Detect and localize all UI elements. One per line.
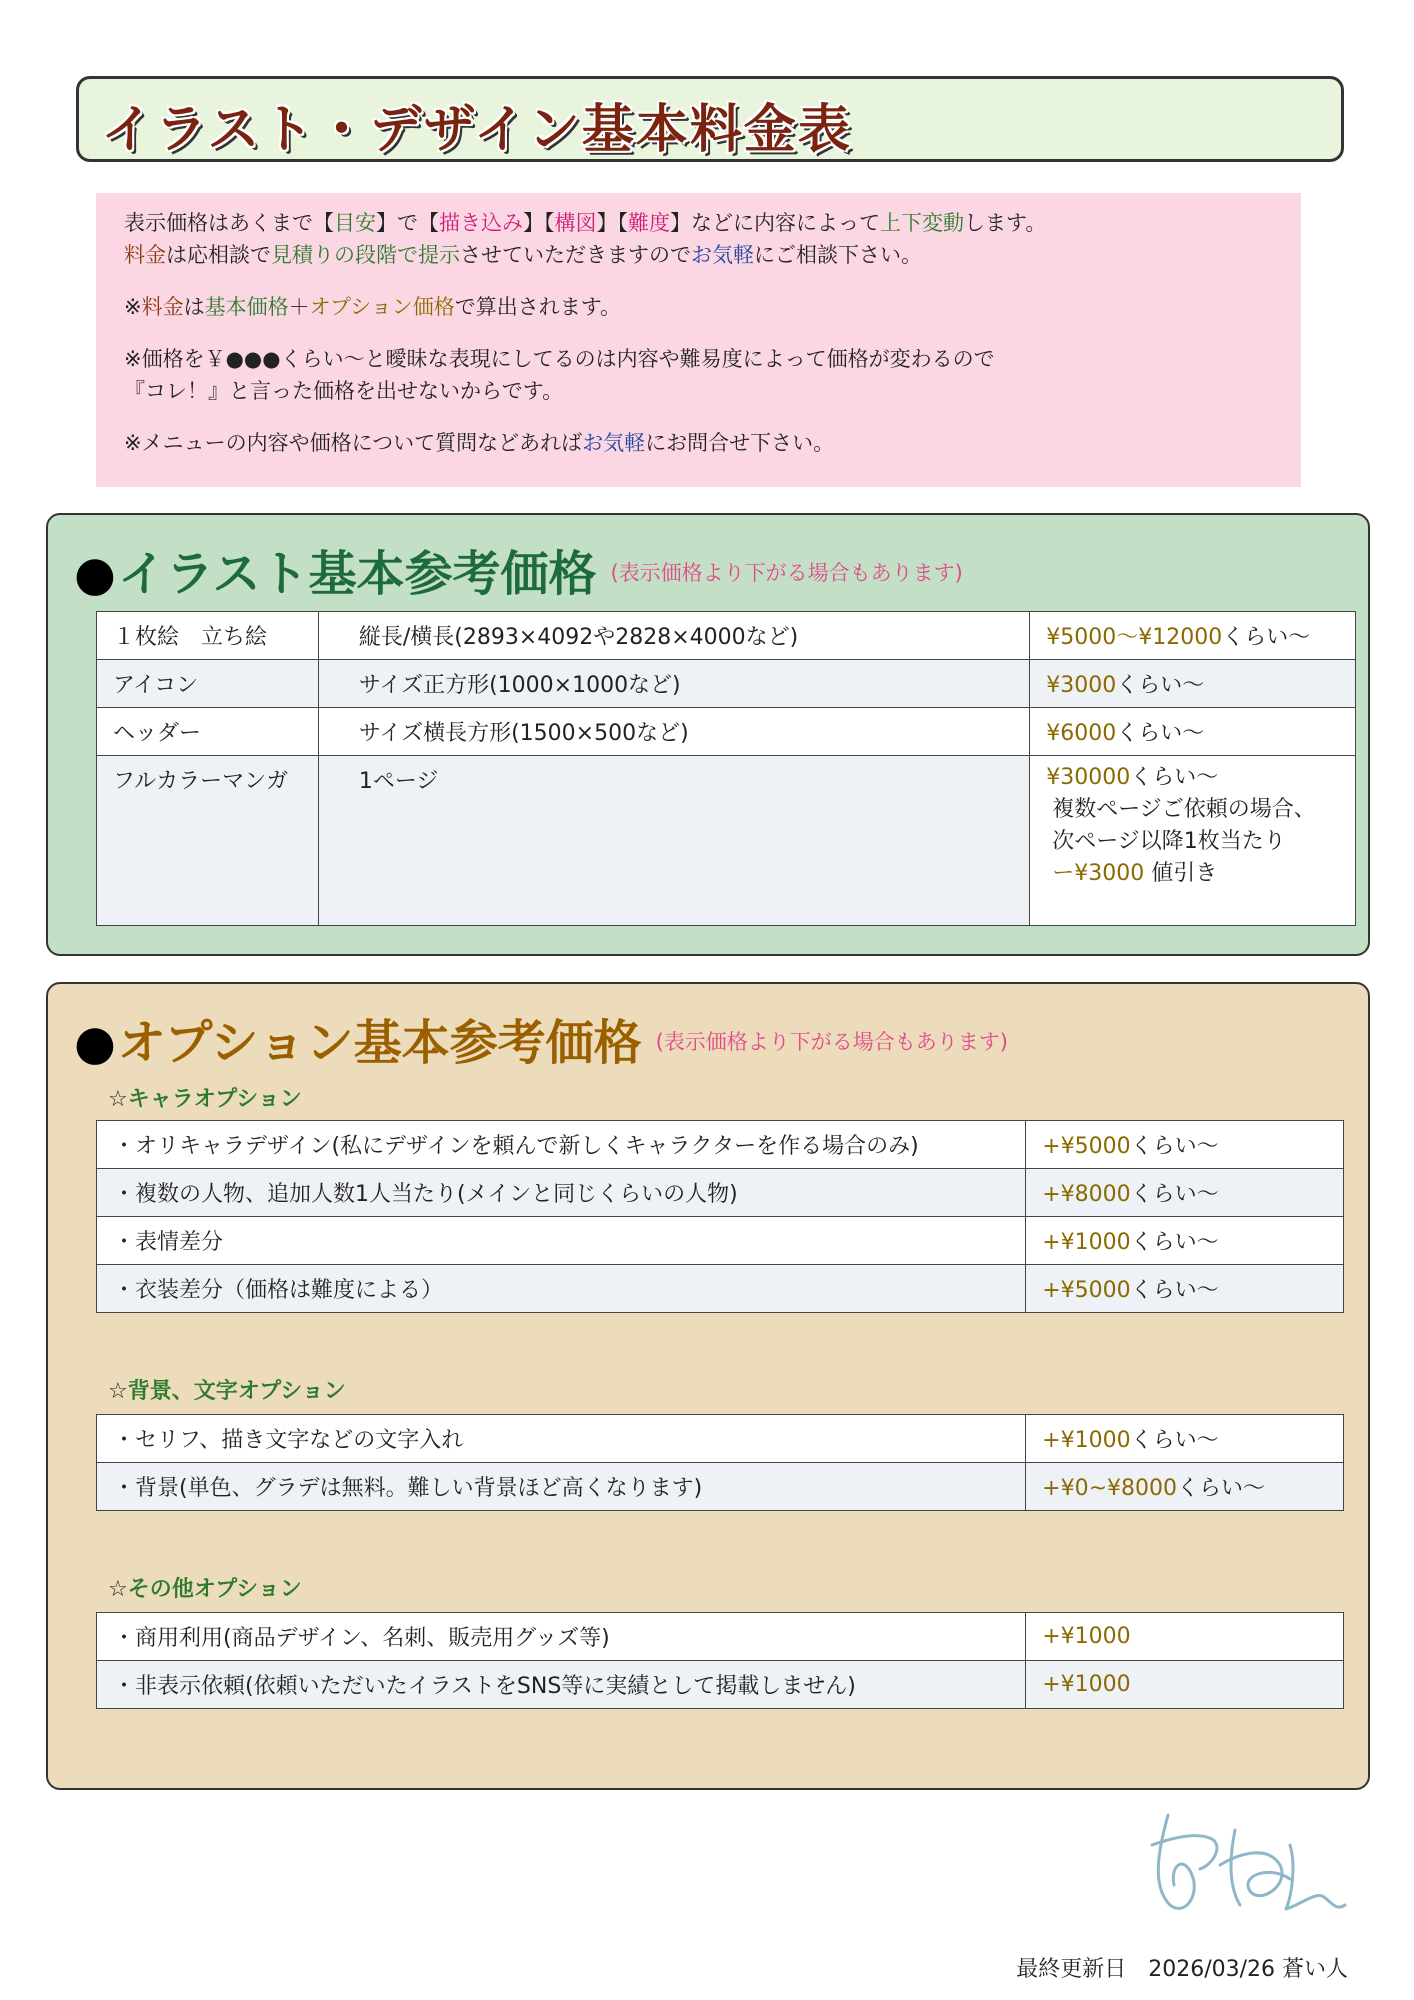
group-title-background: ☆背景、文字オプション [108, 1379, 346, 1404]
row-name: ・セリフ、描き文字などの文字入れ [97, 1415, 1026, 1463]
row-price: +¥1000 [1042, 1230, 1131, 1255]
row-name: ・表情差分 [97, 1217, 1026, 1265]
illust-price-table [96, 611, 1356, 926]
last-updated: 最終更新日 2026/03/26 蒼い人 [1016, 1957, 1348, 1982]
group-title-other: ☆その他オプション [108, 1577, 302, 1602]
notice-box [96, 193, 1301, 487]
row-price: +¥1000 [1042, 1672, 1131, 1697]
row-name: ・衣装差分（価格は難度による） [97, 1265, 1026, 1313]
notice-line-1: 表示価格はあくまで【目安】で【描き込み】【構図】【難度】などに内容によって上下変動します。 [124, 211, 1047, 235]
notice-line-3: ※料金は基本価格＋オプション価格で算出されます。 [124, 295, 622, 319]
row-price: ¥3000 [1046, 673, 1117, 698]
option-heading-note: (表示価格より下がる場合もあります) [655, 1030, 1008, 1054]
row-name: フルカラーマンガ [97, 756, 319, 926]
star-icon: ☆ [108, 1577, 128, 1602]
table-row: ・衣装差分（価格は難度による） +¥5000くらい～ [97, 1265, 1344, 1313]
row-note: 次ページ以降1枚当たり [1052, 829, 1286, 854]
row-name: ・商用利用(商品デザイン、名刺、販売用グッズ等) [97, 1613, 1026, 1661]
row-price: +¥5000 [1042, 1134, 1131, 1159]
option-heading: ●オプション基本参考価格 $^{(表示価格より下がる場合もあります)}$ [74, 1015, 1008, 1071]
discount-price: ー¥3000 [1052, 861, 1145, 886]
row-price: +¥1000 [1042, 1428, 1131, 1453]
group-title-chara: ☆キャラオプション [108, 1087, 302, 1112]
row-name: ・複数の人物、追加人数1人当たり(メインと同じくらいの人物) [97, 1169, 1026, 1217]
row-price: +¥8000 [1042, 1182, 1131, 1207]
title-banner [76, 76, 1344, 162]
row-desc: サイズ正方形(1000×1000など) [318, 660, 1029, 708]
notice-line-6: ※メニューの内容や価格について質問などあればお気軽にお問合せ下さい。 [124, 431, 835, 455]
illust-heading-note: (表示価格より下がる場合もあります) [610, 561, 963, 585]
row-name: １枚絵 立ち絵 [97, 612, 319, 660]
table-row: ・表情差分 +¥1000くらい～ [97, 1217, 1344, 1265]
table-row: アイコン サイズ正方形(1000×1000など) ¥3000くらい～ [97, 660, 1356, 708]
notice-line-4: ※価格を￥●●●くらい～と曖昧な表現にしてるのは内容や難易度によって価格が変わるので [124, 347, 995, 371]
illust-heading: ●イラスト基本参考価格 $^{(表示価格より下がる場合もあります)}$ [74, 546, 963, 602]
notice-line-5: 『コレ！』と言った価格を出せないからです。 [124, 379, 564, 403]
table-row [97, 1613, 1344, 1661]
row-note: 複数ページご依頼の場合、 [1052, 797, 1316, 822]
row-name: ヘッダー [97, 708, 319, 756]
row-name: ・背景(単色、グラデは無料。難しい背景ほど高くなります) [97, 1463, 1026, 1511]
row-desc: 1ページ [318, 756, 1029, 926]
row-desc: サイズ横長方形(1500×500など) [318, 708, 1029, 756]
star-icon: ☆ [108, 1379, 128, 1404]
row-desc: 縦長/横長(2893×4092や2828×4000など) [318, 612, 1029, 660]
table-row: ・背景(単色、グラデは無料。難しい背景ほど高くなります) +¥0~¥8000くらい～ [97, 1463, 1344, 1511]
notice-line-2: 料金は応相談で見積りの段階で提示させていただきますのでお気軽にご相談下さい。 [124, 243, 922, 267]
table-row: ・オリキャラデザイン(私にデザインを頼んで新しくキャラクターを作る場合のみ) +¥5000くらい～ [97, 1121, 1344, 1169]
row-price: ¥5000～¥12000 [1046, 625, 1223, 650]
chara-option-table [96, 1120, 1344, 1313]
page-title: イラスト・デザイン基本料金表 [101, 100, 852, 160]
table-row: ・セリフ、描き文字などの文字入れ +¥1000くらい～ [97, 1415, 1344, 1463]
row-name: ・非表示依頼(依頼いただいたイラストをSNS等に実績として掲載しません) [97, 1661, 1026, 1709]
signature-image [1140, 1805, 1360, 1935]
row-price: ¥6000 [1046, 721, 1117, 746]
table-row: ・複数の人物、追加人数1人当たり(メインと同じくらいの人物) +¥8000くらい～ [97, 1169, 1344, 1217]
table-row: フルカラーマンガ 1ページ ¥30000くらい～ 複数ページご依頼の場合、 次ページ以降1枚当たり ー¥3000 値引き [97, 756, 1356, 926]
row-name: ・オリキャラデザイン(私にデザインを頼んで新しくキャラクターを作る場合のみ) [97, 1121, 1026, 1169]
other-option-table [96, 1612, 1344, 1709]
star-icon: ☆ [108, 1087, 128, 1112]
table-row [97, 1661, 1344, 1709]
table-row: ヘッダー サイズ横長方形(1500×500など) ¥6000くらい～ [97, 708, 1356, 756]
row-price: ¥30000 [1046, 765, 1131, 790]
row-price: +¥0~¥8000 [1042, 1476, 1178, 1501]
row-price: +¥5000 [1042, 1278, 1131, 1303]
background-option-table [96, 1414, 1344, 1511]
row-name: アイコン [97, 660, 319, 708]
option-price-panel [46, 982, 1370, 1790]
illust-price-panel [46, 513, 1370, 956]
row-price: +¥1000 [1042, 1624, 1131, 1649]
table-row: １枚絵 立ち絵 縦長/横長(2893×4092や2828×4000など) ¥5000～¥12000くらい～ [97, 612, 1356, 660]
